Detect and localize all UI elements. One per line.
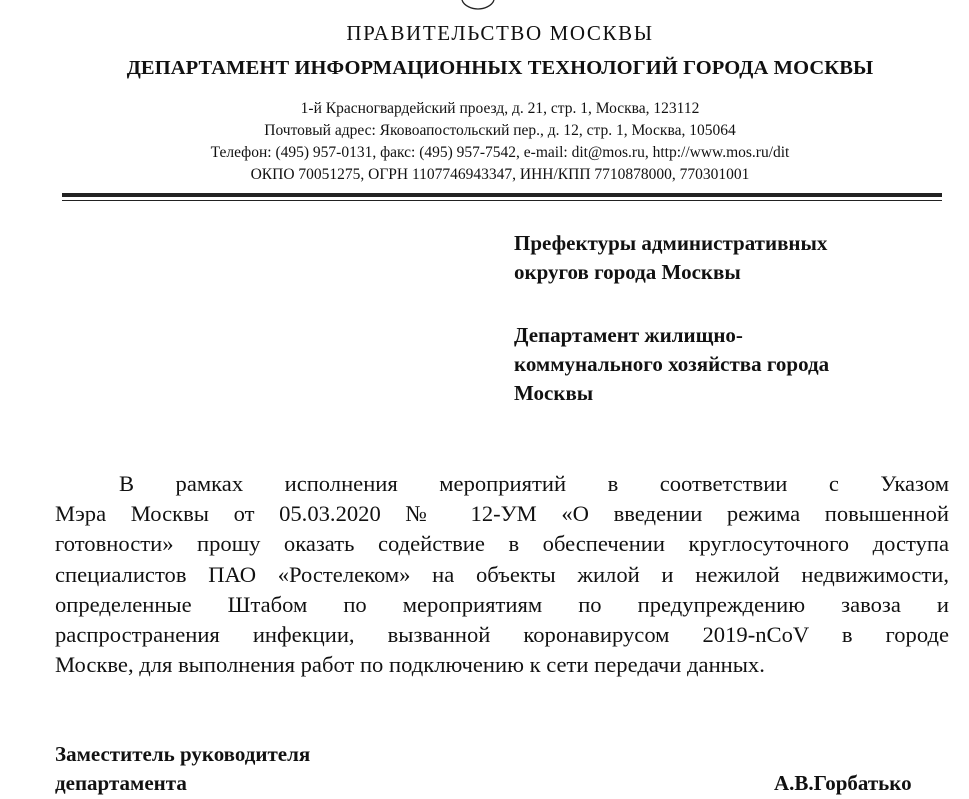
contacts-line: Телефон: (495) 957-0131, факс: (495) 957-7542, e-mail: dit@mos.ru, http://www.mos.ru/dit bbox=[210, 144, 790, 161]
registration-codes-line: ОКПО 70051275, ОГРН 1107746943347, ИНН/КПП 7710878000, 770301001 bbox=[250, 166, 750, 183]
body-line: Москве, для выполнения работ по подключению к сети передачи данных. bbox=[55, 652, 765, 677]
recipient-line: округов города Москвы bbox=[514, 260, 741, 284]
body-line: готовности» прошу оказать содействие в обеспечении круглосуточного доступа bbox=[55, 531, 949, 556]
body-line: специалистов ПАО «Ростелеком» на объекты жилой и нежилой недвижимости, bbox=[55, 562, 949, 587]
coat-of-arms-icon bbox=[458, 0, 498, 10]
body-line: Мэра Москвы от 05.03.2020 № 12-УМ «О введении режима повышенной bbox=[55, 501, 949, 526]
recipient-prefectures bbox=[514, 229, 954, 287]
body-line: В рамках исполнения мероприятий в соответствии с Указом bbox=[119, 471, 949, 496]
signatory-name: А.В.Горбатько bbox=[774, 771, 912, 795]
recipient-line: Департамент жилищно- bbox=[514, 323, 743, 347]
recipient-line: Префектуры административных bbox=[514, 231, 828, 255]
address-line: 1-й Красногвардейский проезд, д. 21, стр. 1, Москва, 123112 bbox=[300, 100, 700, 117]
government-title: ПРАВИТЕЛЬСТВО МОСКВЫ bbox=[346, 21, 654, 45]
body-line: распространения инфекции, вызванной коронавирусом 2019-nCoV в городе bbox=[55, 622, 949, 647]
signatory-position-continued: департамента bbox=[55, 771, 187, 795]
recipient-housing-department bbox=[514, 321, 954, 408]
body-line: определенные Штабом по мероприятиям по предупреждению завоза и bbox=[55, 592, 949, 617]
header-divider-thin bbox=[62, 200, 942, 201]
recipient-line: Москвы bbox=[514, 381, 594, 405]
postal-address-line: Почтовый адрес: Яковоапостольский пер., д. 12, стр. 1, Москва, 105064 bbox=[264, 122, 736, 139]
department-title: ДЕПАРТАМЕНТ ИНФОРМАЦИОННЫХ ТЕХНОЛОГИЙ ГОРОДА МОСКВЫ bbox=[126, 57, 874, 79]
signatory-position: Заместитель руководителя bbox=[55, 742, 311, 766]
header-divider-thick bbox=[62, 193, 942, 197]
recipient-line: коммунального хозяйства города bbox=[514, 352, 830, 376]
